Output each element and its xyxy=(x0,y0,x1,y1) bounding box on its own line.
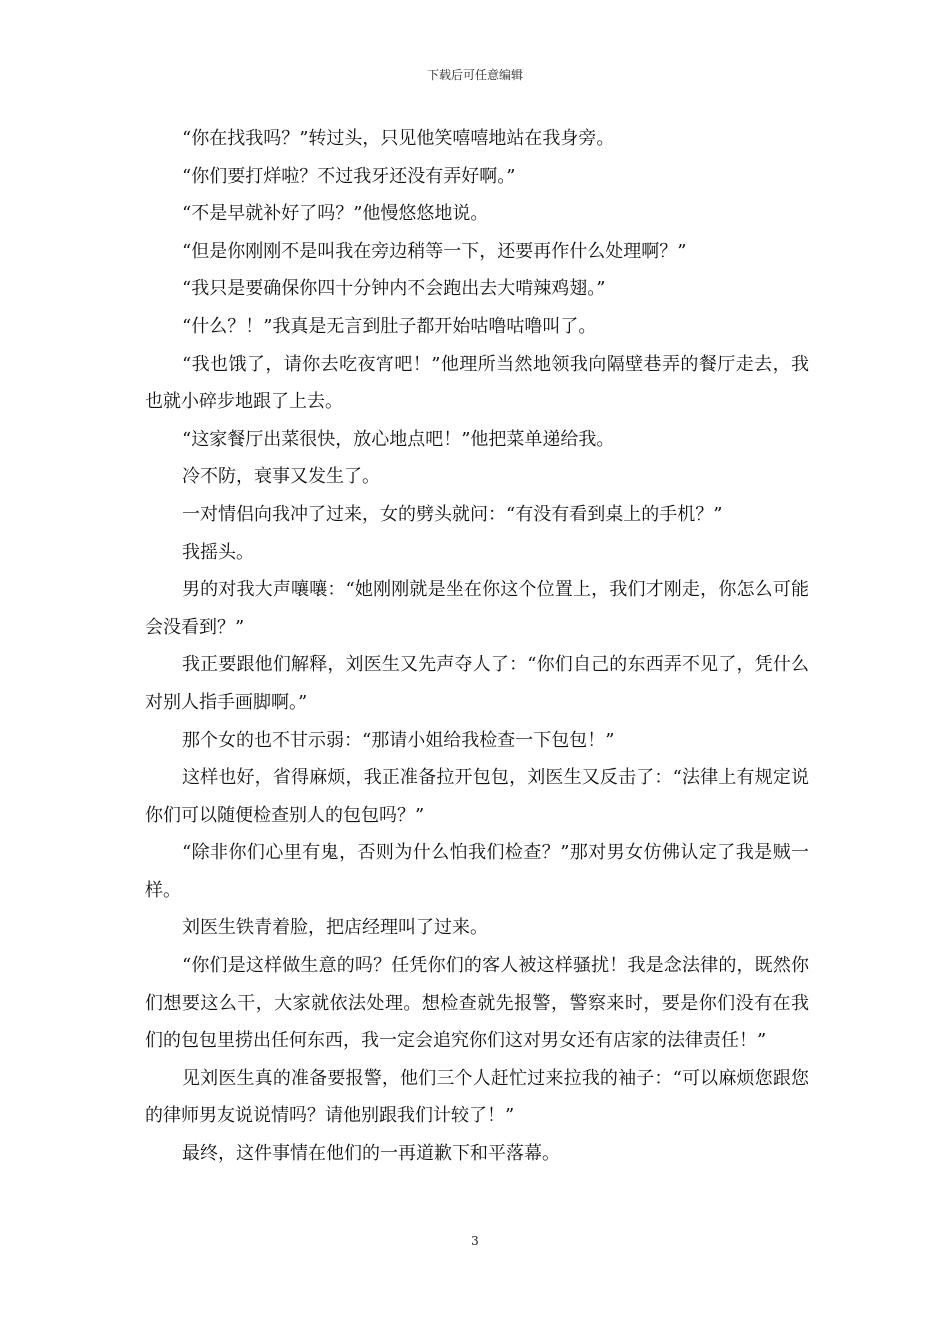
paragraph: 我摇头。 xyxy=(182,541,254,563)
paragraph: 我正要跟他们解释，刘医生又先声夺人了：“你们自己的东西弄不见了，凭什么对别人指手画脚啊。” xyxy=(145,654,809,713)
page-header: 下载后可任意编辑 xyxy=(426,68,523,82)
paragraph: 冷不防，衰事又发生了。 xyxy=(182,466,380,488)
paragraph: “你们是这样做生意的吗？任凭你们的客人被这样骚扰！我是念法律的，既然你们想要这么干，大家就依法处理。想检查就先报警，警察来时，要是你们没有在我们的包包里捞出任何东西，我一定会追究你们这对男女还有店家的法律责任！” xyxy=(145,955,809,1052)
paragraph: 最终，这件事情在他们的一再道歉下和平落幕。 xyxy=(182,1143,560,1165)
paragraph: “我也饿了，请你去吃夜宵吧！”他理所当然地领我向隔壁巷弄的餐厅走去，我也就小碎步地跟了上去。 xyxy=(145,353,809,413)
paragraph: “但是你刚刚不是叫我在旁边稍等一下，还要再作什么处理啊？” xyxy=(182,240,687,262)
paragraph: “除非你们心里有鬼，否则为什么怕我们检查？”那对男女仿佛认定了我是贼一样。 xyxy=(145,842,809,901)
paragraph: 男的对我大声嚷嚷：“她刚刚就是坐在你这个位置上，我们才刚走，你怎么可能会没看到？” xyxy=(145,579,809,638)
paragraph: “你在找我吗？”转过头，只见他笑嘻嘻地站在我身旁。 xyxy=(182,128,615,149)
paragraph: “我只是要确保你四十分钟内不会跑出去大啃辣鸡翅。” xyxy=(182,278,606,300)
paragraph: “你们要打烊啦？不过我牙还没有弄好啊。” xyxy=(182,165,516,187)
paragraph: “这家餐厅出菜很快，放心地点吧！”他把菜单递给我。 xyxy=(182,428,615,450)
paragraph: “不是早就补好了吗？”他慢悠悠地说。 xyxy=(182,203,489,225)
paragraph: 这样也好，省得麻烦，我正准备拉开包包，刘医生又反击了：“法律上有规定说你们可以随便检查别人的包包吗？” xyxy=(145,767,809,826)
page-number: 3 xyxy=(471,1234,479,1248)
document-body xyxy=(145,120,809,1173)
paragraph: 那个女的也不甘示弱：“那请小姐给我检查一下包包！” xyxy=(182,729,615,751)
paragraph: 刘医生铁青着脸，把店经理叫了过来。 xyxy=(182,917,488,939)
paragraph: 一对情侣向我冲了过来，女的劈头就问：“有没有看到桌上的手机？” xyxy=(182,503,723,525)
paragraph: “什么？！”我真是无言到肚子都开始咕噜咕噜叫了。 xyxy=(182,315,597,337)
paragraph: 见刘医生真的准备要报警，他们三个人赶忙过来拉我的袖子：“可以麻烦您跟您的律师男友说说情吗？请他别跟我们计较了！” xyxy=(145,1067,809,1127)
